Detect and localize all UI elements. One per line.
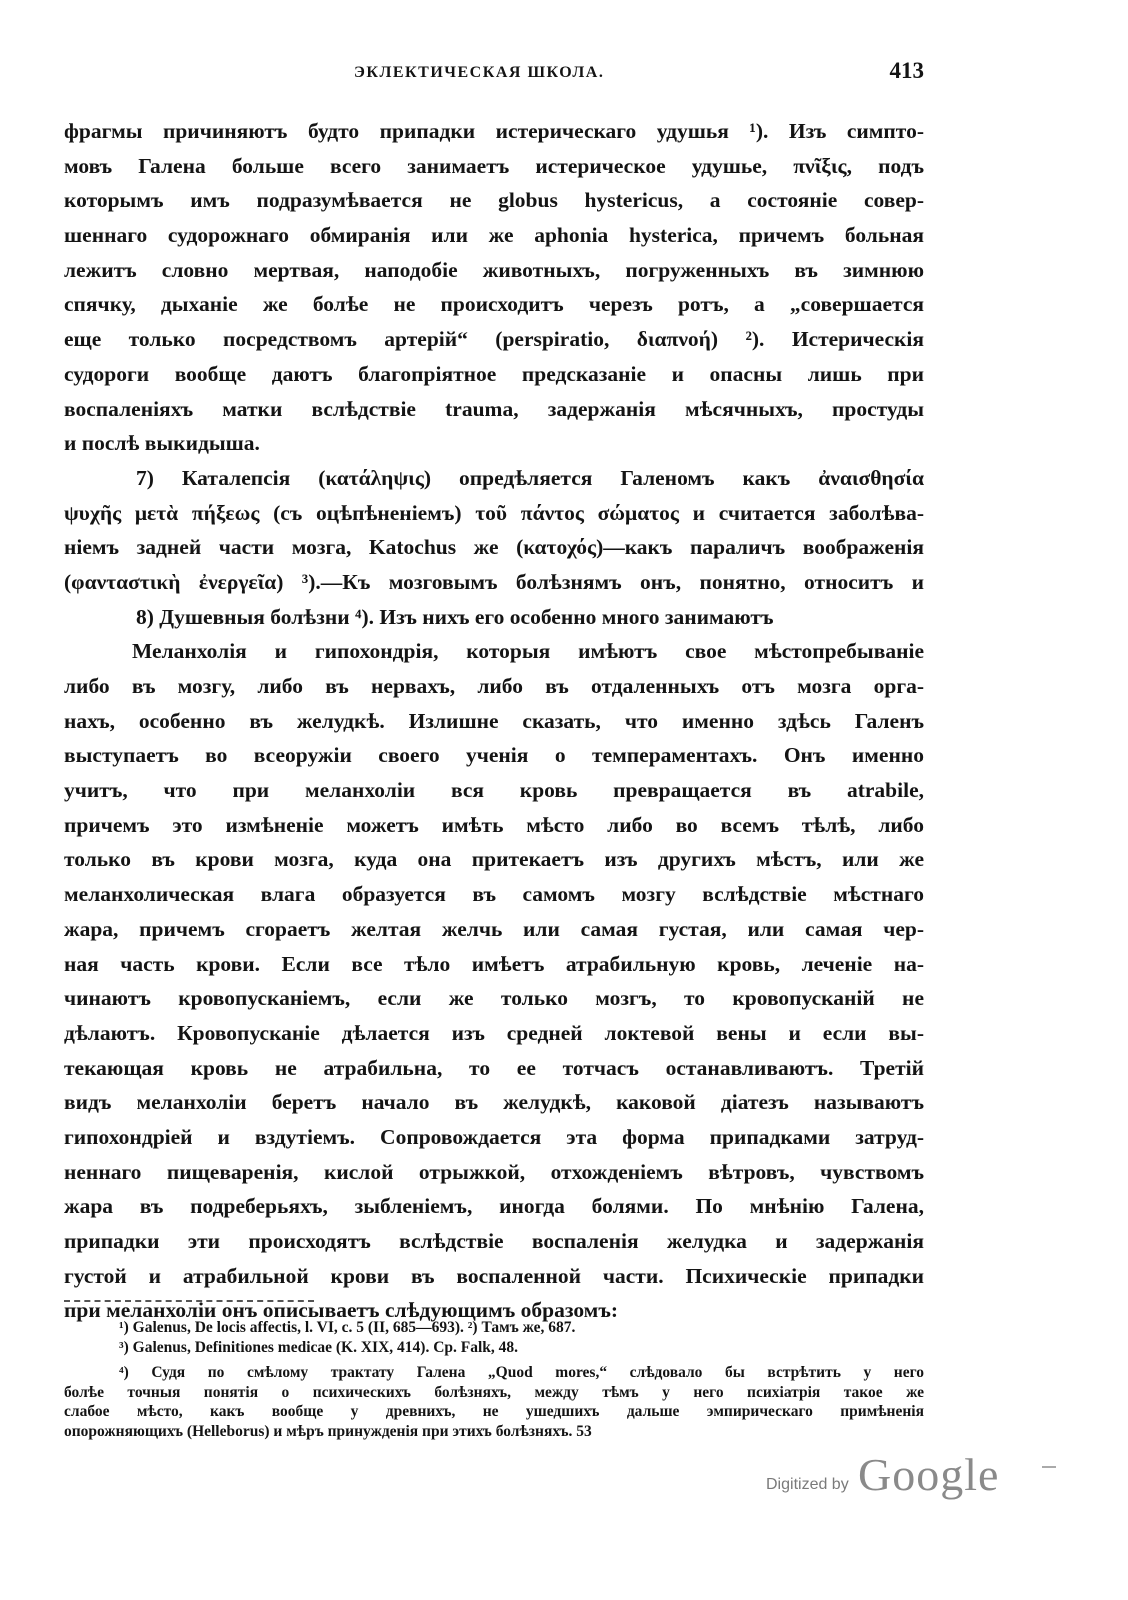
digitized-by-google-watermark bbox=[766, 1448, 1056, 1508]
text-line: учитъ, что при меланхоліи вся кровь превращается въ atrabile, bbox=[64, 778, 924, 803]
footnote-line: болѣе точныя понятія о психическихъ болѣзняхъ, между тѣмъ у него психіатрія такое же bbox=[64, 1383, 924, 1401]
text-line: припадки эти происходятъ вслѣдствіе воспаленія желудка и задержанія bbox=[64, 1229, 924, 1253]
digitized-by-label: Digitized by bbox=[766, 1476, 849, 1493]
text-line: Меланхолія и гипохондрія, которыя имѣютъ свое мѣстопребываніе bbox=[132, 639, 924, 664]
text-line: дѣлаютъ. Кровопусканіе дѣлается изъ средней локтевой вены и если вы- bbox=[64, 1020, 924, 1045]
running-title: ЭКЛЕКТИЧЕСКАЯ ШКОЛА. bbox=[354, 64, 605, 81]
text-line: видъ меланхоліи беретъ начало въ желудкѣ, каковой діатезъ называютъ bbox=[64, 1090, 924, 1115]
footnotes bbox=[64, 1318, 924, 1442]
text-line: либо въ мозгу, либо въ нервахъ, либо въ отдаленныхъ отъ мозга орга- bbox=[64, 674, 924, 698]
google-logo: Google bbox=[858, 1449, 1000, 1500]
footnote-line: ⁴) Судя по смѣлому трактату Галена „Quod mores,“ слѣдовало бы встрѣтить у него bbox=[119, 1364, 924, 1382]
text-line: ψυχῆς μετὰ πήξεως (съ оцѣпѣненіемъ) τοῦ πάντος σώματος и считается заболѣва- bbox=[64, 500, 924, 525]
text-line: чинаютъ кровопусканіемъ, если же только мозгъ, то кровопусканій не bbox=[64, 986, 924, 1011]
text-line: причемъ это измѣненіе можетъ имѣть мѣсто либо во всемъ тѣлѣ, либо bbox=[64, 812, 924, 837]
text-line: еще только посредствомъ артерій“ (perspiratio, διαπνοή) ²). Истерическія bbox=[64, 327, 924, 352]
text-line: густой и атрабильной крови въ воспаленной части. Психическіе припадки bbox=[64, 1263, 924, 1288]
text-line: выступаетъ во всеоружіи своего ученія о темпераментахъ. Онъ именно bbox=[64, 743, 924, 768]
footnote-line: опорожняющихъ (Helleborus) и мѣръ принужденія при этихъ болѣзняхъ. 53 bbox=[64, 1422, 592, 1440]
body-text bbox=[64, 114, 924, 1328]
text-line: мовъ Галена больше всего занимаетъ истерическое удушье, πνῖξις, подъ bbox=[64, 153, 924, 178]
page-number: 413 bbox=[889, 58, 924, 83]
text-line: воспаленіяхъ матки вслѣдствіе trauma, задержанія мѣсячныхъ, простуды bbox=[64, 396, 924, 421]
text-line: 8) Душевныя болѣзни ⁴). Изъ нихъ его особенно много занимаютъ bbox=[136, 604, 774, 629]
text-line: текающая кровь не атрабильна, то ее тотчасъ останавливаютъ. Третій bbox=[64, 1055, 924, 1080]
text-line: 7) Каталепсія (κατάληψις) опредѣляется Галеномъ какъ ἀναισθησία bbox=[136, 465, 924, 490]
text-line: судороги вообще даютъ благопріятное предсказаніе и опасны лишь при bbox=[64, 361, 924, 386]
text-line: шеннаго судорожнаго обмиранія или же aphonia hysterica, причемъ больная bbox=[64, 223, 924, 248]
text-line: неннаго пищеваренія, кислой отрыжкой, отхожденіемъ вѣтровъ, чувствомъ bbox=[64, 1159, 924, 1184]
text-line: (φανταστικὴ ἐνεργεῖα) ³).—Къ мозговымъ болѣзнямъ онъ, понятно, относитъ и bbox=[64, 569, 924, 594]
text-line: гипохондріей и вздутіемъ. Сопровождается эта форма припадками затруд- bbox=[64, 1124, 924, 1149]
text-line: жара въ подреберьяхъ, зыбленіемъ, иногда болями. По мнѣнію Галена, bbox=[64, 1194, 924, 1219]
footnote-line: ³) Galenus, Definitiones medicae (K. XIX, 414). Ср. Falk, 48. bbox=[119, 1338, 519, 1356]
text-line: жара, причемъ сгораетъ желтая желчь или самая густая, или самая чер- bbox=[64, 916, 924, 941]
text-line: и послѣ выкидыша. bbox=[64, 431, 260, 456]
text-line: меланхолическая влага образуется въ самомъ мозгу вслѣдствіе мѣстнаго bbox=[64, 882, 924, 907]
text-line: только въ крови мозга, куда она притекаетъ изъ другихъ мѣстъ, или же bbox=[64, 847, 924, 872]
text-line: которымъ имъ подразумѣвается не globus hystericus, а состояніе совер- bbox=[64, 188, 924, 213]
text-line: ніемъ задней части мозга, Katochus же (κατοχός)—какъ параличъ воображенія bbox=[64, 535, 924, 560]
footnote-line: ¹) Galenus, De locis affectis, l. VI, c. 5 (II, 685—693). ²) Тамъ же, 687. bbox=[119, 1319, 576, 1336]
text-line: ная часть крови. Если все тѣло имѣетъ атрабильную кровь, леченіе на- bbox=[64, 951, 924, 976]
text-line: при меланхоліи онъ описываетъ слѣдующимъ образомъ: bbox=[64, 1298, 619, 1323]
text-line: фрагмы причиняютъ будто припадки истерическаго удушья ¹). Изъ симпто- bbox=[64, 119, 924, 143]
text-line: спячку, дыханіе же болѣе не происходитъ черезъ ротъ, а „совершается bbox=[64, 292, 924, 317]
text-line: нахъ, особенно въ желудкѣ. Излишне сказать, что именно здѣсь Галенъ bbox=[64, 708, 924, 733]
footnote-rule bbox=[64, 1300, 314, 1302]
running-head bbox=[64, 58, 924, 92]
dash-mark bbox=[1042, 1466, 1056, 1468]
text-line: лежитъ словно мертвая, наподобіе животныхъ, погруженныхъ въ зимнюю bbox=[64, 257, 924, 282]
footnote-line: слабое мѣсто, какъ вообще у древнихъ, не ушедшихъ дальше эмпирическаго примѣненія bbox=[64, 1403, 924, 1421]
